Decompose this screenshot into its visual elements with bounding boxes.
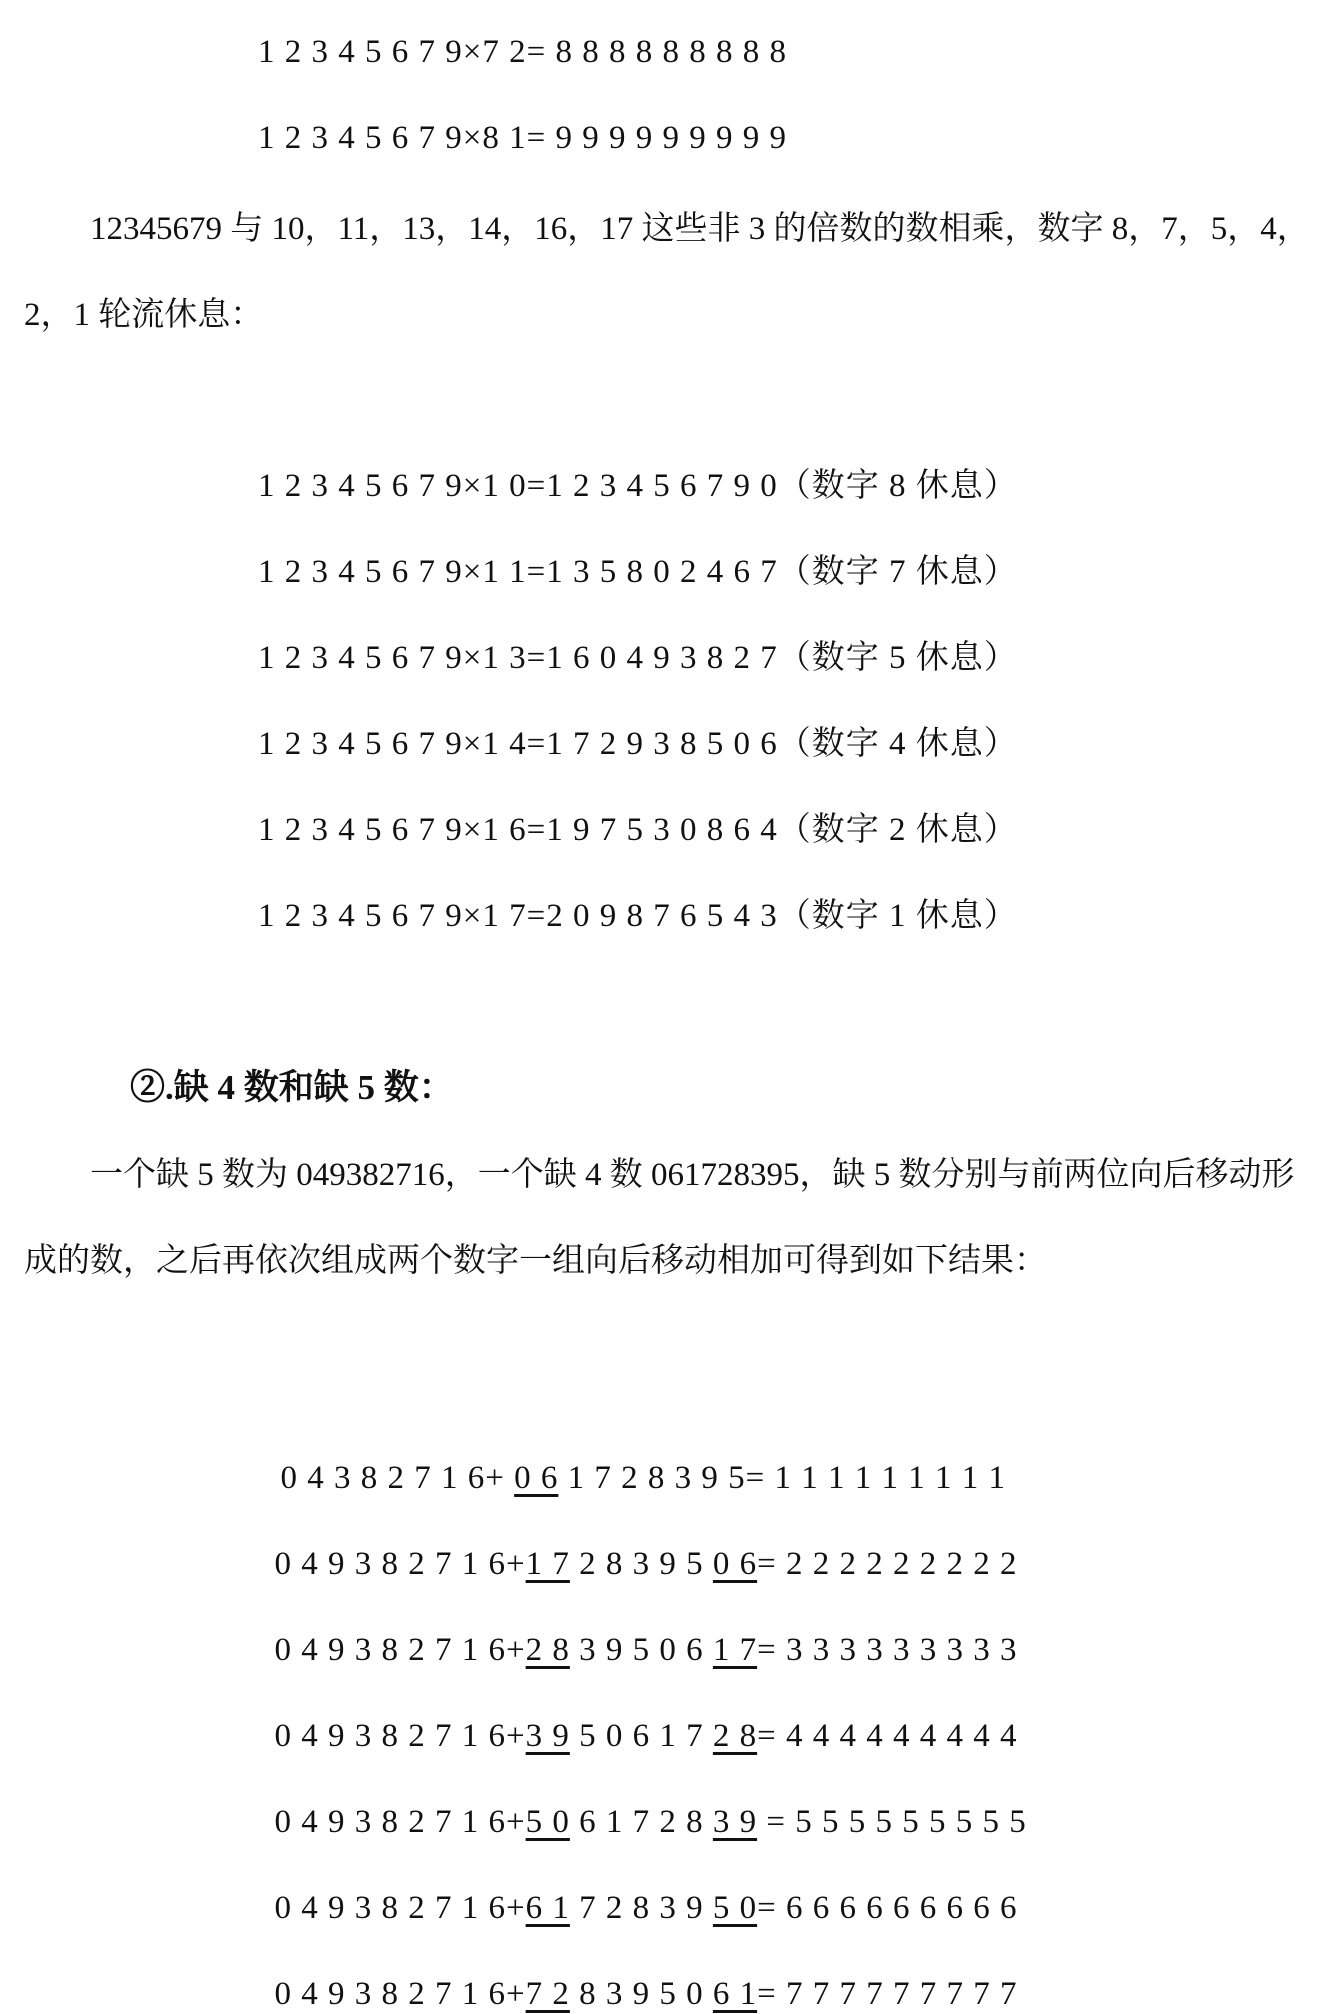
underlined-pair: 5 0 <box>525 1804 570 1840</box>
equation-line: 1 2 3 4 5 6 7 9×1 0=1 2 3 4 5 6 7 9 0（数字 8 休息） <box>258 468 1018 504</box>
paragraph-missing-digits: 一个缺 5 数为 049382716，一个缺 4 数 061728395，缺 5 数分别与前两位向后移动形成的数，之后再依次组成两个数字一组向后移动相加可得到如下结果： <box>24 1157 1295 1279</box>
equation-line: 1 2 3 4 5 6 7 9×1 6=1 9 7 5 3 0 8 6 4（数字 2 休息） <box>258 812 1018 848</box>
underlined-pair: 3 9 <box>712 1804 758 1840</box>
underlined-pair: 2 8 <box>712 1718 758 1754</box>
underlined-pair: 6 1 <box>525 1890 570 1926</box>
sum-equation-line: 0 4 3 8 2 7 1 6+ 0 6 1 7 2 8 3 9 5= 1 1 1 1 1 1 1 1 1 <box>280 1460 1006 1496</box>
equation-line: 1 2 3 4 5 6 7 9×1 1=1 3 5 8 0 2 4 6 7（数字 7 休息） <box>258 554 1018 590</box>
underlined-pair: 7 2 <box>525 1976 570 2012</box>
section-heading: ②.缺 4 数和缺 5 数： <box>130 1068 454 1107</box>
underlined-pair: 6 1 <box>712 1976 758 2012</box>
equation-line: 1 2 3 4 5 6 7 9×1 7=2 0 9 8 7 6 5 4 3（数字 1 休息） <box>258 898 1018 934</box>
underlined-pair: 3 9 <box>525 1718 570 1754</box>
paragraph-multiples: 12345679 与 10，11，13，14，16，17 这些非 3 的倍数的数相乘，数字 8，7，5，4，2，1 轮流休息： <box>24 211 1310 333</box>
sum-equation-line: 0 4 9 3 8 2 7 1 6+5 0 6 1 7 2 8 3 9 = 5 5 5 5 5 5 5 5 5 <box>274 1804 1027 1840</box>
equation-line: 1 2 3 4 5 6 7 9×7 2= 8 8 8 8 8 8 8 8 8 <box>258 34 787 70</box>
sum-equation-line: 0 4 9 3 8 2 7 1 6+3 9 5 0 6 1 7 2 8= 4 4 4 4 4 4 4 4 4 <box>274 1718 1018 1754</box>
underlined-pair: 1 7 <box>712 1632 758 1668</box>
underlined-pair: 0 6 <box>712 1546 758 1582</box>
sum-equation-line: 0 4 9 3 8 2 7 1 6+7 2 8 3 9 5 0 6 1= 7 7 7 7 7 7 7 7 7 <box>274 1976 1018 2012</box>
equation-line: 1 2 3 4 5 6 7 9×8 1= 9 9 9 9 9 9 9 9 9 <box>258 120 787 156</box>
sum-equation-line: 0 4 9 3 8 2 7 1 6+6 1 7 2 8 3 9 5 0= 6 6 6 6 6 6 6 6 6 <box>274 1890 1018 1926</box>
underlined-pair: 5 0 <box>712 1890 758 1926</box>
equation-line: 1 2 3 4 5 6 7 9×1 4=1 7 2 9 3 8 5 0 6（数字 4 休息） <box>258 726 1018 762</box>
equation-line: 1 2 3 4 5 6 7 9×1 3=1 6 0 4 9 3 8 2 7（数字 5 休息） <box>258 640 1018 676</box>
underlined-pair: 2 8 <box>525 1632 570 1668</box>
underlined-pair: 1 7 <box>525 1546 570 1582</box>
underlined-pair: 0 6 <box>514 1460 559 1496</box>
sum-equation-line: 0 4 9 3 8 2 7 1 6+1 7 2 8 3 9 5 0 6= 2 2 2 2 2 2 2 2 2 <box>274 1546 1018 1582</box>
sum-equation-line: 0 4 9 3 8 2 7 1 6+2 8 3 9 5 0 6 1 7= 3 3 3 3 3 3 3 3 3 <box>274 1632 1018 1668</box>
